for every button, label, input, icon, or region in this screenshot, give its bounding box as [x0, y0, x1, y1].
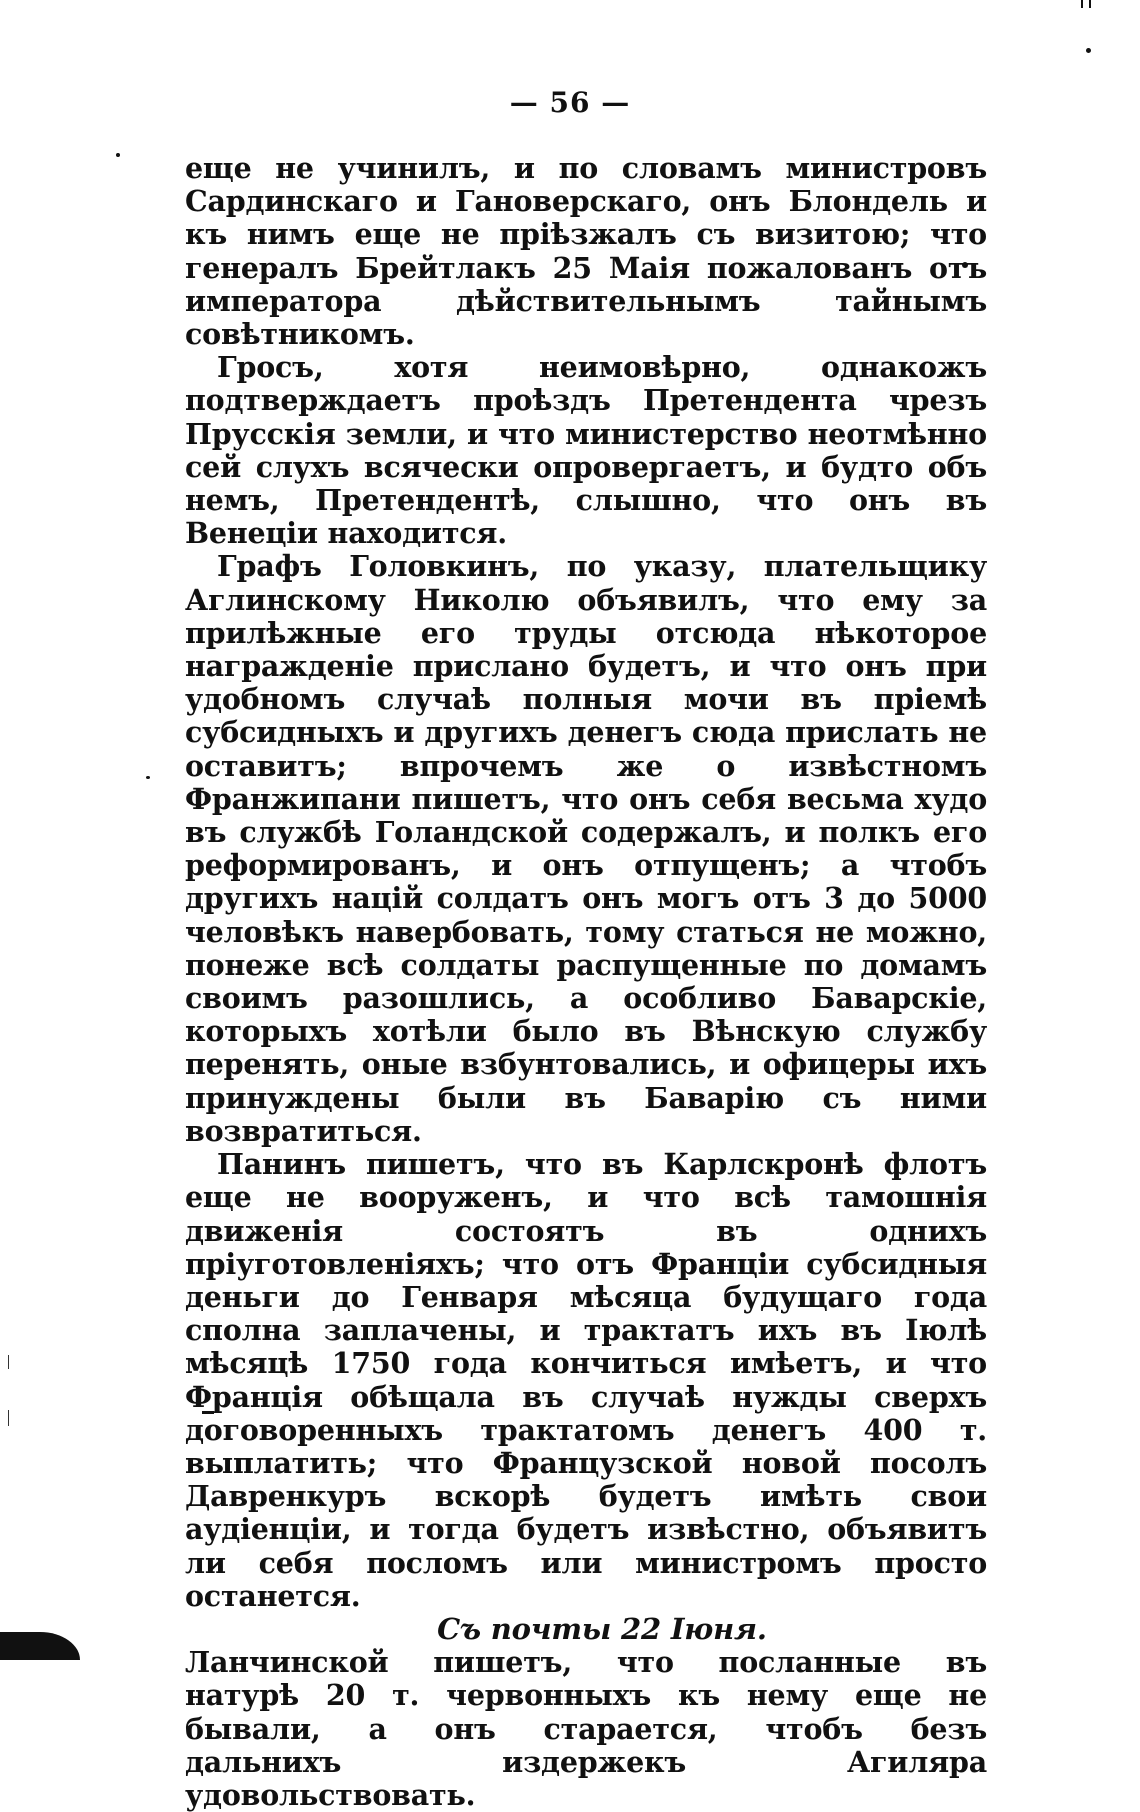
scan-edge-mark	[1089, 0, 1091, 8]
paragraph: Панинъ пишетъ, что въ Карлскронѣ флотъ еще не вооруженъ, и что всѣ тамошнія движенія состоятъ въ однихъ пріуготовленіяхъ; что отъ Франціи субсидныя деньги до Генваря мѣсяца будущаго года сполна заплачены, и трактатъ ихъ въ Іюлѣ мѣсяцѣ 1750 года кончиться имѣетъ, и что Франція обѣщала въ случаѣ нужды сверхъ договоренныхъ трактатомъ денегъ 400 т. выплатить; что Французской новой посолъ Давренкуръ вскорѣ будетъ имѣть свои аудіенціи, и тогда будетъ извѣстно, объявитъ ли себя посломъ или министромъ просто останется.	[185, 1147, 987, 1613]
scan-margin-tick	[8, 1355, 9, 1369]
paragraph: Графъ Головкинъ, по указу, плательщику Аглинскому Николю объявилъ, что ему за прилѣжные его труды отсюда нѣкоторое награжденіе прислано будетъ, и что онъ при удобномъ случаѣ полныя мочи въ пріемѣ субсидныхъ и другихъ денегъ сюда прислать не оставитъ; впрочемъ же о извѣстномъ Франжипани пишетъ, что онъ себя весьма худо въ службѣ Голандской содержалъ, и полкъ его реформированъ, и онъ отпущенъ; а чтобъ другихъ націй солдатъ онъ могъ отъ 3 до 5000 человѣкъ навербовать, тому статься не можно, понеже всѣ солдаты распущенные по домамъ своимъ разошлись, а особливо Баварскіе, которыхъ хотѣли было въ Вѣнскую службу перенять, оные взбунтовались, и офицеры ихъ принуждены были въ Баварію съ ними возвратиться.	[185, 549, 987, 1148]
section-heading: Съ почты 22 Іюня.	[437, 1611, 767, 1646]
body-text	[185, 152, 987, 1812]
paragraph: Гросъ, хотя неимовѣрно, однакожъ подтверждаетъ проѣздъ Претендента чрезъ Прусскія земли, и что министерство неотмѣнно сей слухъ всячески опровергаетъ, и будто объ немъ, Претендентѣ, слышно, что онъ въ Венеціи находится.	[185, 350, 987, 551]
scan-speck	[146, 776, 150, 779]
page-number: — 56 —	[509, 86, 631, 119]
paragraph: еще не учинилъ, и по словамъ министровъ Сардинскаго и Гановерскаго, онъ Блондель и къ нимъ еще не пріѣзжалъ съ визитою; что генералъ Брейтлакъ 25 Маія пожалованъ отъ императора дѣйствительнымъ тайнымъ совѣтникомъ.	[185, 151, 987, 352]
scan-speck	[1086, 48, 1091, 53]
paragraph: Ланчинской пишетъ, что посланные въ натурѣ 20 т. червонныхъ къ нему еще не бывали, а онъ старается, чтобъ безъ дальнихъ издержекъ Агиляра удовольствовать.	[185, 1645, 987, 1812]
scan-edge-mark	[1081, 0, 1083, 8]
scan-margin-tick	[8, 1410, 9, 1426]
scan-speck	[116, 153, 120, 157]
scan-edge-blob	[0, 1632, 80, 1660]
